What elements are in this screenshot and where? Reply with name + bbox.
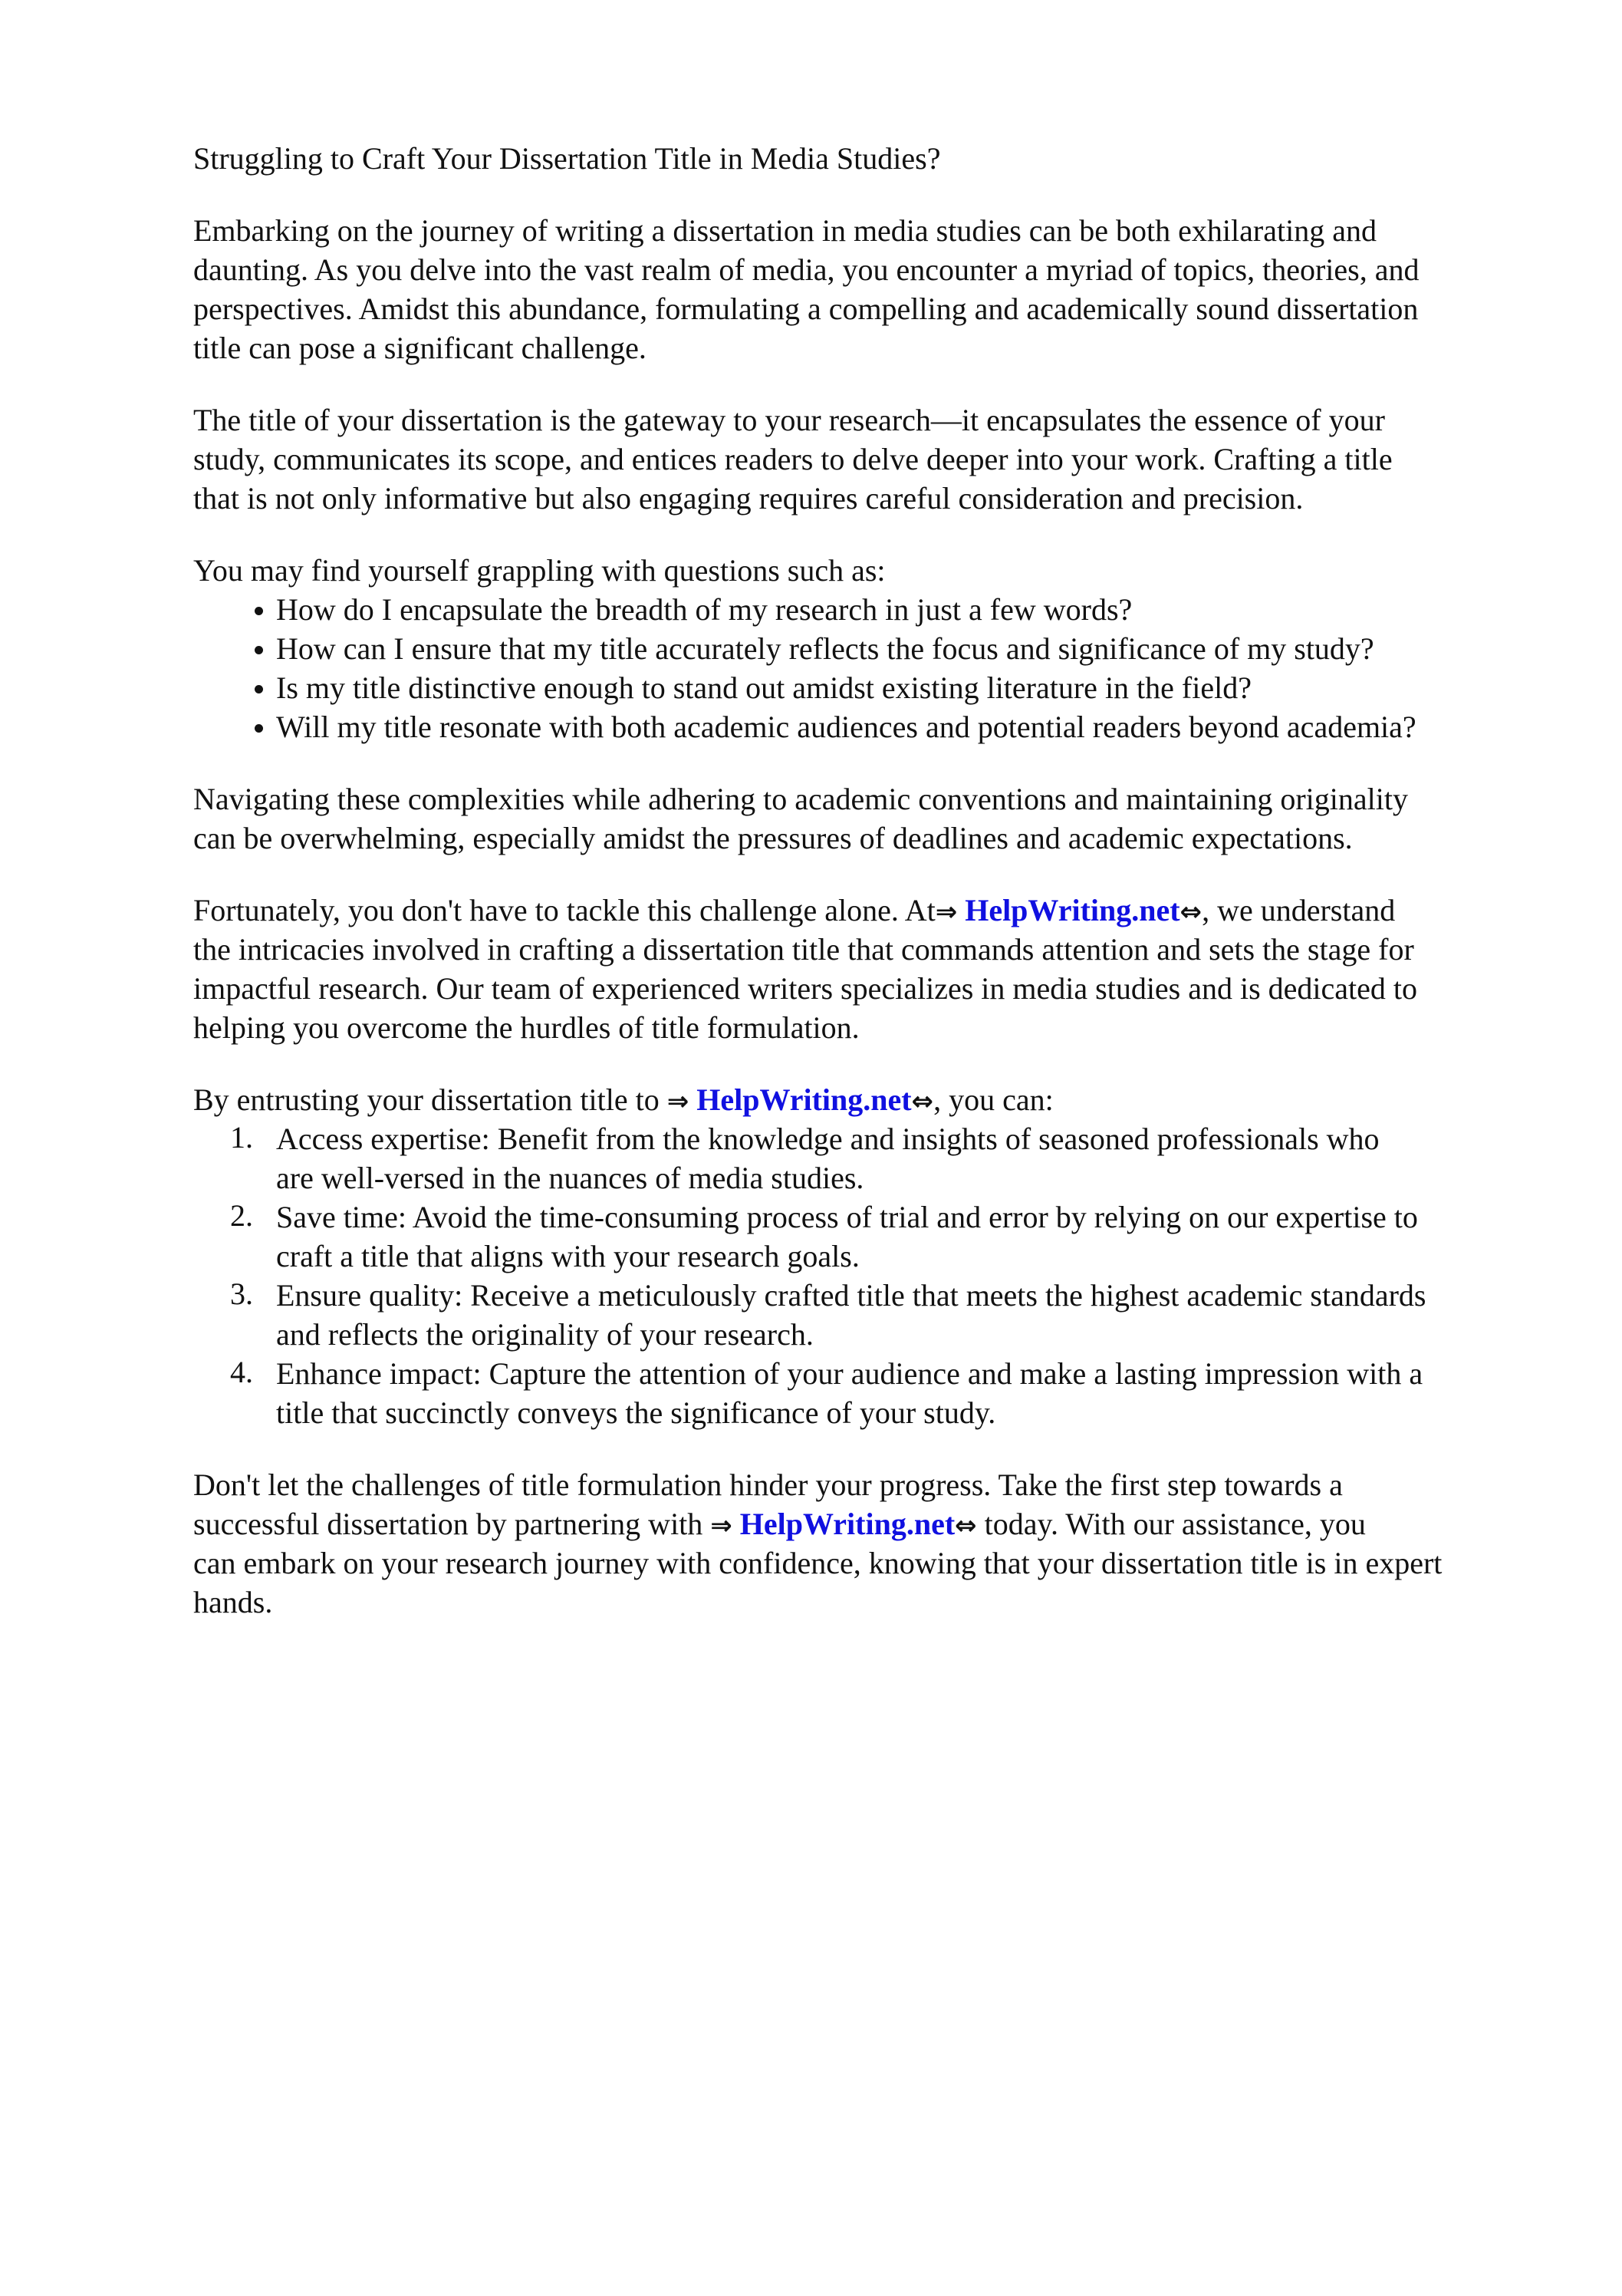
text-line: that is not only informative but also engaging requires careful consideration and precision.	[193, 481, 1304, 516]
benefits-list	[193, 1119, 1566, 1432]
list-item-text: Is my title distinctive enough to stand out amidst existing literature in the field?	[276, 670, 1252, 705]
list-item	[193, 1354, 1566, 1432]
entrusting-paragraph	[193, 1080, 1566, 1119]
text-line: hands.	[193, 1585, 273, 1619]
text-line: title that succinctly conveys the significance of your study.	[276, 1395, 996, 1430]
document-title: Struggling to Craft Your Dissertation Title in Media Studies?	[193, 141, 941, 176]
double-arrow-both-icon: ⇔	[1179, 897, 1203, 927]
bullet-icon	[255, 724, 263, 733]
list-number: 1.	[230, 1120, 253, 1155]
list-item	[193, 629, 1566, 668]
list-item-text: Will my title resonate with both academic audiences and potential readers beyond academia?	[276, 710, 1416, 744]
text-line: Navigating these complexities while adhering to academic conventions and maintaining originality	[193, 782, 1409, 816]
double-arrow-right-icon: ⇒	[710, 1510, 732, 1541]
list-item	[193, 1276, 1566, 1354]
text-line	[193, 1504, 1566, 1543]
text-line: daunting. As you delve into the vast realm of media, you encounter a myriad of topics, theories, and	[193, 252, 1420, 287]
text-line: Don't let the challenges of title formulation hinder your progress. Take the first step towards a	[193, 1468, 1343, 1502]
text-line	[193, 891, 1566, 930]
list-number: 3.	[230, 1276, 253, 1311]
intro-paragraph	[193, 211, 1566, 367]
list-item-text: How do I encapsulate the breadth of my research in just a few words?	[276, 592, 1133, 627]
title-importance-paragraph	[193, 400, 1566, 518]
text-line: craft a title that aligns with your research goals.	[276, 1239, 860, 1273]
text-line: can be overwhelming, especially amidst the pressures of deadlines and academic expectations.	[193, 821, 1353, 855]
text-line: Enhance impact: Capture the attention of your audience and make a lasting impression with a	[276, 1356, 1423, 1391]
text-line: helping you overcome the hurdles of title formulation.	[193, 1010, 860, 1045]
complexities-paragraph	[193, 779, 1566, 858]
list-item-text: How can I ensure that my title accurately reflects the focus and significance of my study?	[276, 631, 1374, 666]
text: Fortunately, you don't have to tackle this challenge alone. At	[193, 893, 936, 927]
helpwriting-link[interactable]: HelpWriting.net	[696, 1082, 912, 1117]
text-line: are well-versed in the nuances of media studies.	[276, 1161, 864, 1195]
text: today. With our assistance, you	[976, 1507, 1366, 1541]
list-item	[193, 1119, 1566, 1197]
list-number: 2.	[230, 1198, 253, 1233]
closing-paragraph	[193, 1465, 1566, 1622]
list-item	[193, 1197, 1566, 1276]
helpwriting-link[interactable]: HelpWriting.net	[965, 893, 1180, 927]
document-page	[193, 139, 1566, 1622]
text-line: Access expertise: Benefit from the knowledge and insights of seasoned professionals who	[276, 1122, 1380, 1156]
double-arrow-both-icon: ⇔	[911, 1086, 934, 1117]
double-arrow-right-icon: ⇒	[666, 1086, 689, 1117]
double-arrow-both-icon: ⇔	[955, 1510, 977, 1541]
bullet-icon	[255, 685, 263, 693]
text-line: Ensure quality: Receive a meticulously crafted title that meets the highest academic standards	[276, 1278, 1426, 1313]
questions-list	[193, 590, 1566, 746]
text: By entrusting your dissertation title to	[193, 1082, 667, 1117]
list-item	[193, 707, 1566, 746]
bullet-icon	[255, 607, 263, 615]
questions-intro: You may find yourself grappling with questions such as:	[193, 553, 886, 588]
bullet-icon	[255, 646, 263, 654]
helpwriting-link[interactable]: HelpWriting.net	[739, 1507, 956, 1541]
list-item	[193, 590, 1566, 629]
text-line: and reflects the originality of your research.	[276, 1317, 814, 1352]
fortunately-paragraph	[193, 891, 1566, 1047]
text-line: the intricacies involved in crafting a dissertation title that commands attention and sets the stage for	[193, 932, 1414, 967]
text: successful dissertation by partnering with	[193, 1507, 711, 1541]
text-line: title can pose a significant challenge.	[193, 331, 646, 365]
text: , we understand	[1202, 893, 1396, 927]
text-line: Embarking on the journey of writing a dissertation in media studies can be both exhilarating and	[193, 213, 1377, 248]
text-line: impactful research. Our team of experienced writers specializes in media studies and is dedicated to	[193, 971, 1418, 1006]
double-arrow-right-icon: ⇒	[935, 897, 958, 927]
text-line: perspectives. Amidst this abundance, formulating a compelling and academically sound dissertation	[193, 292, 1419, 326]
list-item	[193, 668, 1566, 707]
text-line: study, communicates its scope, and entices readers to delve deeper into your work. Crafting a title	[193, 442, 1393, 476]
list-number: 4.	[230, 1355, 253, 1389]
text: , you can:	[933, 1082, 1054, 1117]
text-line: Save time: Avoid the time-consuming process of trial and error by relying on our expertise to	[276, 1200, 1418, 1234]
text-line: can embark on your research journey with confidence, knowing that your dissertation title is in expert	[193, 1546, 1443, 1580]
text-line: The title of your dissertation is the gateway to your research—it encapsulates the essence of your	[193, 403, 1385, 437]
